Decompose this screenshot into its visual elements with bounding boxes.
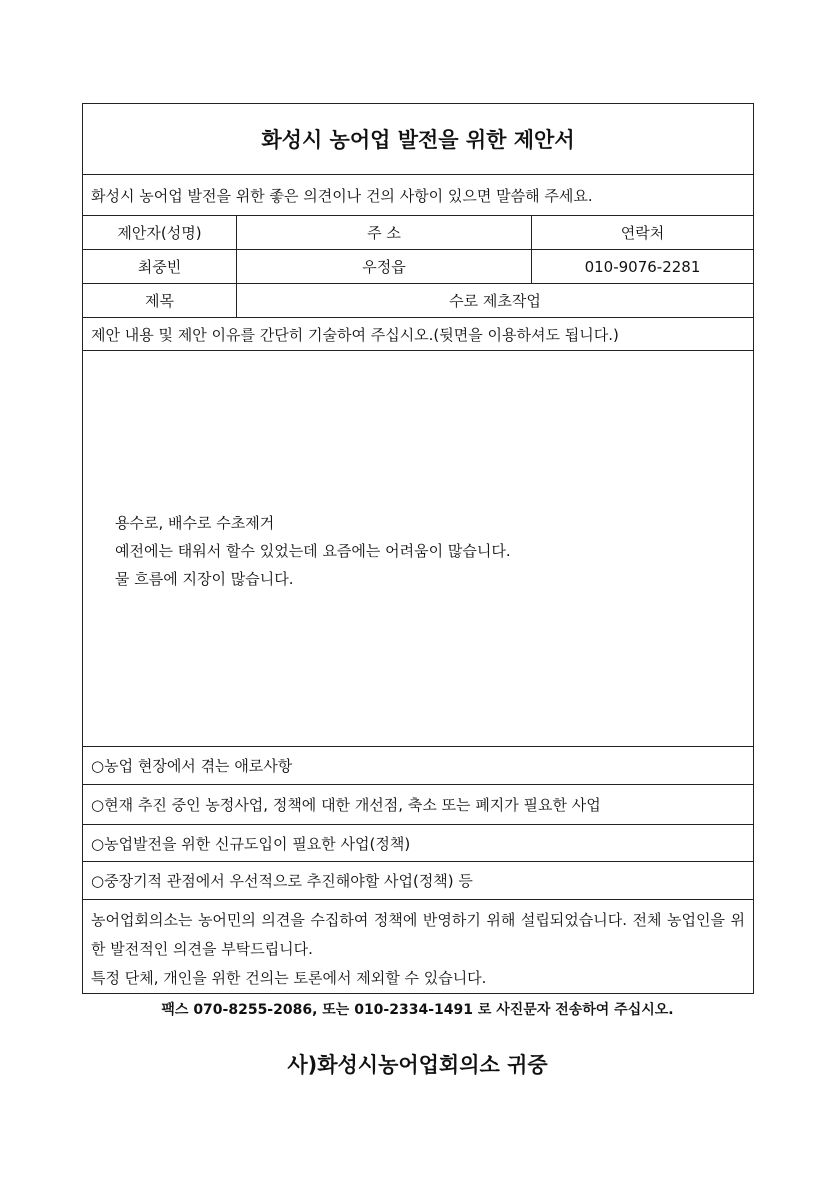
checklist-item: ○농업 현장에서 겪는 애로사항 [83, 746, 753, 784]
content-line: 예전에는 태워서 할수 있었는데 요즘에는 어려움이 많습니다. [115, 542, 511, 560]
subject-value: 수로 제초작업 [236, 284, 753, 317]
content-line: 용수로, 배수로 수초제거 [115, 514, 275, 532]
content-area [83, 350, 753, 746]
closing-line: 농어업회의소는 농어민의 의견을 수집하여 정책에 반영하기 위해 설립되었습니다. 전체 농업인을 위한 발전적인 의견을 부탁드립니다. [91, 911, 745, 958]
closing-line: 특정 단체, 개인을 위한 건의는 토론에서 제외할 수 있습니다. [91, 969, 487, 987]
form-title: 화성시 농어업 발전을 위한 제안서 [261, 128, 575, 152]
contact-value: 010-9076-2281 [531, 250, 753, 283]
contact-header: 연락처 [531, 216, 753, 249]
proposer-name: 최중빈 [137, 258, 182, 276]
checklist-item: ○중장기적 관점에서 우선적으로 추진해야할 사업(정책) 등 [83, 861, 753, 899]
fax-note: 팩스 070-8255-2086, 또는 010-2334-1491 로 사진문자 전송하여 주십시오. [161, 1002, 674, 1018]
subject-row [83, 283, 753, 317]
address-header: 주 소 [236, 216, 531, 249]
content-text [115, 509, 511, 593]
content-line: 물 흐름에 지장이 많습니다. [115, 570, 294, 588]
subject-label: 제목 [145, 292, 174, 310]
proposal-form [82, 103, 754, 994]
closing-notice [83, 899, 753, 993]
address-value: 우정읍 [236, 250, 531, 283]
intro-text: 화성시 농어업 발전을 위한 좋은 의견이나 건의 사항이 있으면 말씀해 주세요. [83, 174, 753, 215]
footer-org: 사)화성시농어업회의소 귀중 [287, 1053, 548, 1077]
header-row [83, 215, 753, 249]
value-row [83, 249, 753, 283]
instruction-text: 제안 내용 및 제안 이유를 간단히 기술하여 주십시오.(뒷면을 이용하셔도 됩니다.) [83, 317, 753, 350]
checklist-item: ○농업발전을 위한 신규도입이 필요한 사업(정책) [83, 824, 753, 861]
proposer-header: 제안자(성명) [117, 224, 202, 242]
checklist-item: ○현재 추진 중인 농정사업, 정책에 대한 개선점, 축소 또는 폐지가 필요한 사업 [83, 784, 753, 824]
